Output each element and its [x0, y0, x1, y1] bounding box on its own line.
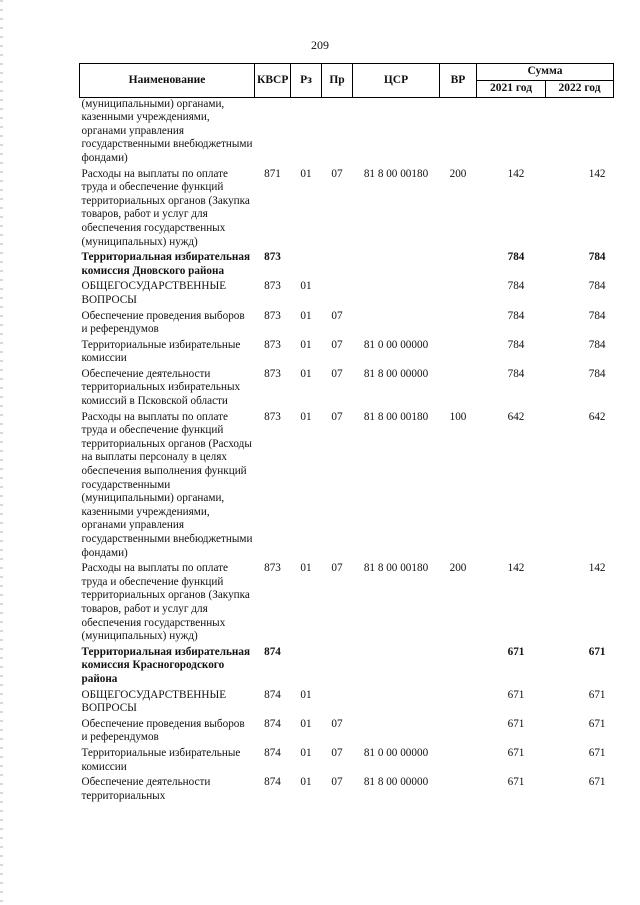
cell-vr [440, 278, 477, 307]
cell-2022: 671 [588, 776, 606, 789]
cell-pr: 07 [331, 167, 343, 180]
header-rz: Рз [291, 64, 322, 98]
cell-csr: 81 8 00 00180 [363, 410, 429, 423]
cell-rz: 01 [300, 309, 312, 322]
cell-name: Обеспечение проведения выборов и референдумов [81, 309, 245, 336]
cell-name: Территориальная избирательная комиссия Красногородского района [81, 645, 251, 685]
budget-table [79, 63, 614, 803]
table-row [80, 716, 614, 745]
cell-vr: 200 [449, 562, 467, 575]
cell-kvsr: 873 [264, 562, 281, 575]
cell-csr [353, 644, 440, 687]
cell-2021: 784 [507, 309, 525, 322]
cell-name: Территориальные избирательные комиссии [81, 746, 241, 773]
cell-2021: 671 [507, 746, 525, 759]
cell-rz: 01 [300, 562, 312, 575]
cell-pr [322, 97, 353, 165]
cell-kvsr: 873 [264, 309, 281, 322]
table-row [80, 278, 614, 307]
cell-kvsr: 873 [264, 410, 281, 423]
cell-rz [291, 644, 322, 687]
cell-2021 [477, 97, 546, 165]
cell-kvsr: 873 [264, 280, 281, 293]
header-kvsr: КВСР [255, 64, 291, 98]
cell-2022: 784 [588, 309, 606, 322]
cell-vr [440, 745, 477, 774]
cell-2022: 142 [588, 562, 606, 575]
cell-name: ОБЩЕГОСУДАРСТВЕННЫЕ ВОПРОСЫ [81, 688, 227, 715]
cell-kvsr: 873 [264, 367, 281, 380]
cell-vr [440, 774, 477, 803]
cell-2022: 784 [588, 280, 606, 293]
cell-2022: 642 [588, 410, 606, 423]
cell-vr [440, 366, 477, 409]
cell-csr: 81 8 00 00180 [363, 562, 429, 575]
cell-2022: 671 [588, 688, 606, 701]
cell-csr [353, 687, 440, 716]
cell-2021: 142 [507, 562, 525, 575]
cell-pr: 07 [331, 410, 343, 423]
table-row [80, 366, 614, 409]
table-row [80, 249, 614, 278]
cell-2022: 671 [588, 645, 606, 658]
cell-rz [291, 249, 322, 278]
cell-vr [440, 716, 477, 745]
cell-pr: 07 [331, 746, 343, 759]
cell-2022: 784 [588, 338, 606, 351]
cell-pr [322, 644, 353, 687]
cell-kvsr: 874 [264, 688, 281, 701]
cell-rz: 01 [300, 746, 312, 759]
table-row [80, 644, 614, 687]
cell-csr: 81 0 00 00000 [363, 338, 429, 351]
cell-2021: 671 [507, 688, 525, 701]
table-row [80, 97, 614, 165]
cell-pr [322, 249, 353, 278]
cell-rz: 01 [300, 410, 312, 423]
table-row [80, 409, 614, 561]
table-row [80, 308, 614, 337]
cell-2022: 671 [588, 717, 606, 730]
cell-2021: 671 [507, 776, 525, 789]
cell-name: Обеспечение проведения выборов и референдумов [81, 717, 245, 744]
cell-rz: 01 [300, 776, 312, 789]
cell-pr: 07 [331, 338, 343, 351]
header-name: Наименование [80, 64, 255, 98]
cell-rz: 01 [300, 688, 312, 701]
cell-pr: 07 [331, 367, 343, 380]
cell-2021: 142 [507, 167, 525, 180]
cell-csr [353, 716, 440, 745]
table-row [80, 774, 614, 803]
cell-2022 [546, 97, 614, 165]
cell-rz: 01 [300, 367, 312, 380]
cell-2022: 784 [588, 251, 606, 264]
cell-csr [353, 308, 440, 337]
cell-csr: 81 8 00 00000 [363, 367, 429, 380]
cell-pr: 07 [331, 717, 343, 730]
cell-2021: 642 [507, 410, 525, 423]
cell-pr: 07 [331, 776, 343, 789]
cell-2022: 142 [588, 167, 606, 180]
cell-name: Расходы на выплаты по оплате труда и обеспечение функций территориальных органов (Закупка товаров, работ и услуг для обеспечения государственных (муниципальных) нужд) [81, 562, 250, 643]
table-row [80, 337, 614, 366]
cell-2021: 784 [507, 367, 525, 380]
cell-vr [440, 249, 477, 278]
cell-vr [440, 644, 477, 687]
table-body [80, 97, 614, 803]
table-row [80, 687, 614, 716]
header-vr: ВР [440, 64, 477, 98]
cell-vr [440, 308, 477, 337]
table-row [80, 745, 614, 774]
table-row [80, 166, 614, 250]
cell-kvsr: 873 [264, 251, 281, 264]
cell-vr [440, 97, 477, 165]
cell-name: Расходы на выплаты по оплате труда и обеспечение функций территориальных органов (Закупка товаров, работ и услуг для обеспечения государственных (муниципальных) нужд) [81, 167, 250, 248]
cell-name: Территориальные избирательные комиссии [81, 338, 241, 365]
cell-name: Обеспечение деятельности территориальных [81, 776, 211, 802]
header-year-2022: 2022 год [546, 81, 614, 98]
cell-2021: 784 [507, 251, 525, 264]
cell-vr: 100 [449, 410, 467, 423]
cell-name: Расходы на выплаты по оплате труда и обеспечение функций территориальных органов (Расходы на выплаты персоналу в целях обеспечения выполнения функций государственными (муниципальными) органами, казенными учреждениями, органами управления государственными внебюджетными фондами) [81, 410, 253, 559]
cell-rz [291, 97, 322, 165]
cell-kvsr [255, 97, 291, 165]
cell-rz: 01 [300, 167, 312, 180]
page-number: 209 [311, 38, 329, 52]
header-sum: Сумма [477, 64, 614, 81]
cell-2021: 784 [507, 280, 525, 293]
cell-pr [322, 687, 353, 716]
cell-2022: 784 [588, 367, 606, 380]
cell-vr [440, 337, 477, 366]
cell-csr: 81 8 00 00180 [363, 167, 429, 180]
cell-csr [353, 278, 440, 307]
cell-csr [353, 97, 440, 165]
header-year-2021: 2021 год [477, 81, 546, 98]
cell-name: Обеспечение деятельности территориальных избирательных комиссий в Псковской области [81, 367, 241, 408]
cell-kvsr: 874 [264, 717, 281, 730]
cell-rz: 01 [300, 280, 312, 293]
cell-csr: 81 0 00 00000 [363, 746, 429, 759]
cell-kvsr: 874 [264, 776, 281, 789]
cell-pr: 07 [331, 562, 343, 575]
scan-edge [0, 0, 3, 905]
cell-kvsr: 874 [264, 746, 281, 759]
cell-name: (муниципальными) органами, казенными учреждениями, органами управления государственными внебюджетными фондами) [81, 97, 253, 164]
cell-pr: 07 [331, 309, 343, 322]
cell-rz: 01 [300, 717, 312, 730]
cell-kvsr: 871 [264, 167, 281, 180]
table-row [80, 560, 614, 644]
cell-2021: 784 [507, 338, 525, 351]
cell-pr [322, 278, 353, 307]
cell-2022: 671 [588, 746, 606, 759]
cell-2021: 671 [507, 645, 525, 658]
cell-name: Территориальная избирательная комиссия Дновского района [81, 251, 251, 277]
cell-kvsr: 874 [264, 645, 281, 658]
table-header [80, 64, 614, 98]
header-csr: ЦСР [353, 64, 440, 98]
cell-name: ОБЩЕГОСУДАРСТВЕННЫЕ ВОПРОСЫ [81, 280, 227, 306]
cell-kvsr: 873 [264, 338, 281, 351]
cell-csr: 81 8 00 00000 [363, 776, 429, 789]
header-pr: Пр [322, 64, 353, 98]
cell-rz: 01 [300, 338, 312, 351]
cell-vr: 200 [449, 167, 467, 180]
cell-csr [353, 249, 440, 278]
cell-vr [440, 687, 477, 716]
cell-2021: 671 [507, 717, 525, 730]
